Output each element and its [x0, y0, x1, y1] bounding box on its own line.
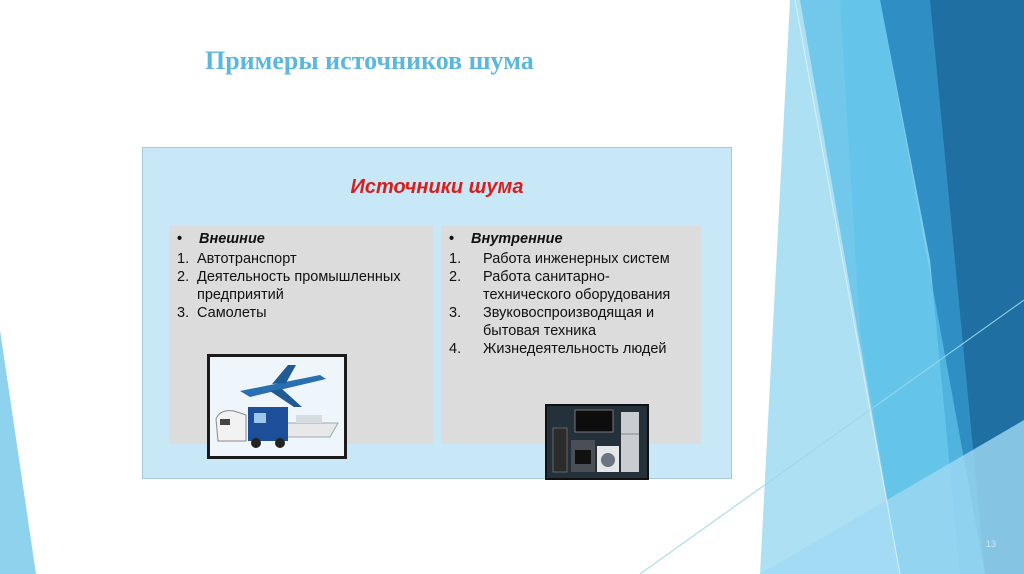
list-item — [449, 340, 693, 358]
item-text: Автотранспорт — [197, 251, 297, 267]
item-number: 1. — [177, 251, 190, 267]
household-appliances-image — [545, 404, 649, 480]
item-number: 2. — [449, 269, 462, 285]
slide-title: Примеры источников шума — [205, 46, 534, 75]
item-number: 3. — [177, 305, 190, 321]
tv-icon — [575, 410, 613, 432]
list-item — [449, 304, 693, 340]
item-text: Самолеты — [197, 305, 267, 321]
item-text: Работа санитарно-технического оборудования — [483, 269, 671, 303]
panel-title: Источники шума — [350, 176, 524, 198]
item-text: Деятельность промышленных предприятий — [197, 269, 401, 303]
washing-machine-icon — [597, 446, 619, 472]
list-item — [177, 268, 425, 304]
item-number: 1. — [449, 251, 462, 267]
item-number: 3. — [449, 305, 462, 321]
item-text: Звуковоспроизводящая и бытовая техника — [483, 305, 655, 339]
train-icon — [216, 411, 246, 441]
oven-icon — [571, 440, 595, 472]
transport-image — [207, 354, 347, 459]
refrigerator-icon — [621, 412, 639, 472]
internal-heading — [449, 230, 693, 248]
list-item — [177, 250, 425, 268]
list-item — [449, 250, 693, 268]
external-heading — [177, 230, 425, 248]
noise-sources-panel — [142, 147, 732, 479]
bullet-icon: • — [449, 231, 455, 247]
item-text: Жизнедеятельность людей — [483, 341, 667, 357]
bullet-icon: • — [177, 231, 183, 247]
list-item — [177, 304, 425, 322]
item-number: 2. — [177, 269, 190, 285]
internal-heading-label: Внутренние — [471, 231, 563, 247]
external-heading-label: Внешние — [199, 231, 265, 247]
list-item — [449, 268, 693, 304]
item-number: 4. — [449, 341, 462, 357]
appliance-tower-icon — [553, 428, 567, 472]
bg-shape-left-corner — [0, 330, 36, 574]
page-number: 13 — [986, 539, 997, 549]
item-text: Работа инженерных систем — [483, 251, 670, 267]
